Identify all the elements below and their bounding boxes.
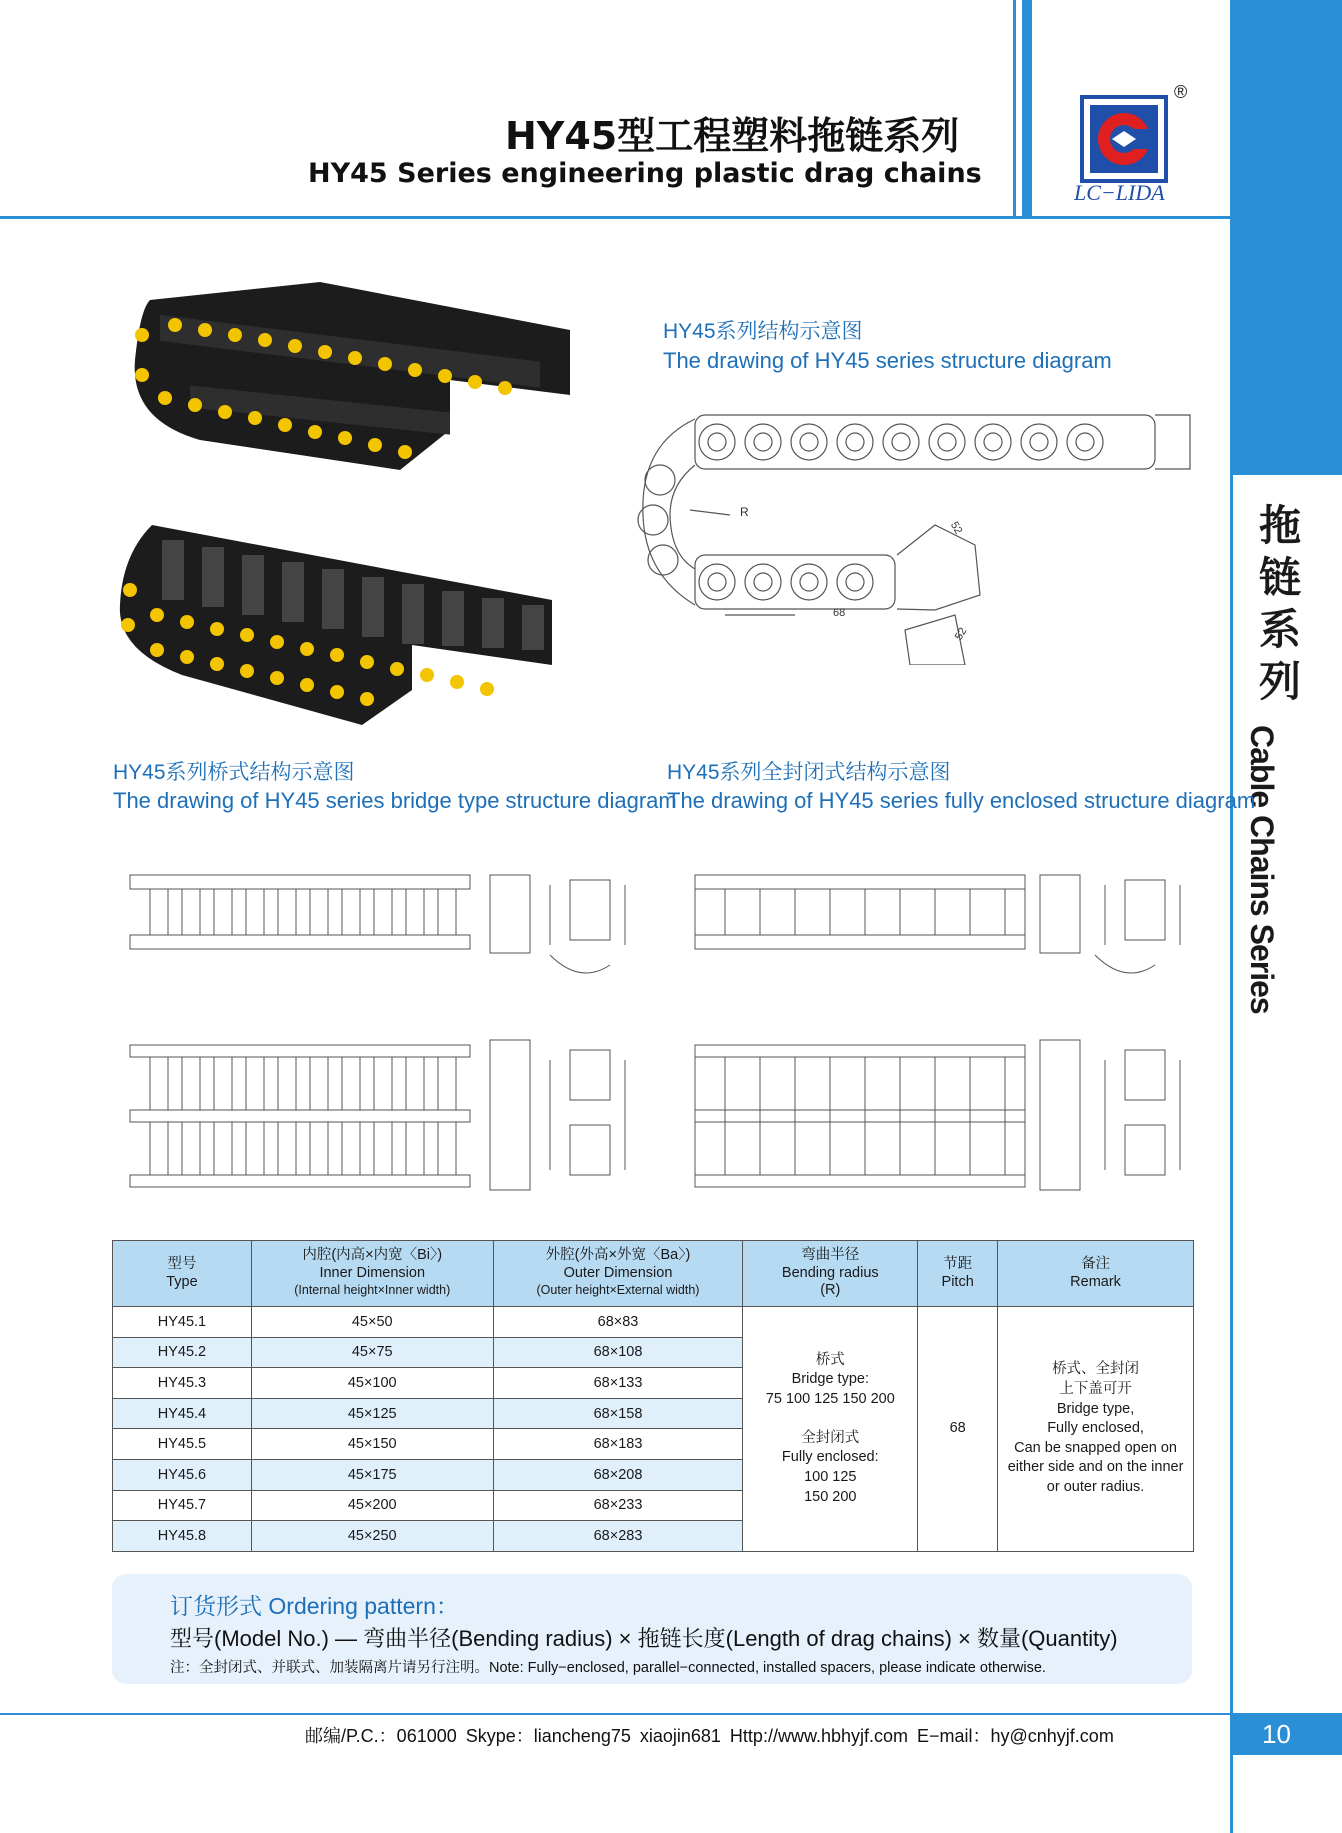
footer-rule bbox=[0, 1713, 1232, 1715]
outer-cell: 68×133 bbox=[493, 1368, 743, 1399]
type-cell: HY45.1 bbox=[113, 1307, 252, 1338]
pitch-label: 68 bbox=[833, 607, 846, 619]
type-cell: HY45.8 bbox=[113, 1521, 252, 1552]
caption-enclosed-cn: HY45系列全封闭式结构示意图 bbox=[667, 761, 951, 784]
inner-cell: 45×125 bbox=[251, 1398, 493, 1429]
caption-enclosed-en: The drawing of HY45 series fully enclosed structure diagram bbox=[667, 788, 1256, 813]
ordering-pattern: 型号(Model No.) — 弯曲半径(Bending radius) × 拖链长度(Length of drag chains) × 数量(Quantity) bbox=[170, 1626, 1118, 1651]
header-radius: 弯曲半径 Bending radius (R) bbox=[743, 1241, 918, 1307]
logo-text: LC−LIDA bbox=[1074, 180, 1165, 205]
caption-structure-cn: HY45系列结构示意图 bbox=[663, 320, 863, 343]
type-cell: HY45.6 bbox=[113, 1459, 252, 1490]
side-title-cn: 拖链系列 bbox=[1258, 501, 1301, 706]
inner-cell: 45×150 bbox=[251, 1429, 493, 1460]
drag-chain-photo-bottom bbox=[112, 505, 562, 730]
lc-lida-logo-icon bbox=[1080, 95, 1168, 183]
page-number: 10 bbox=[1230, 1713, 1342, 1755]
inner-cell: 45×200 bbox=[251, 1490, 493, 1521]
outer-cell: 68×83 bbox=[493, 1307, 743, 1338]
outer-cell: 68×158 bbox=[493, 1398, 743, 1429]
header-pitch: 节距 Pitch bbox=[918, 1241, 998, 1307]
side-title-en: Cable Chains Series bbox=[1244, 725, 1280, 1014]
header-remark: 备注 Remark bbox=[998, 1241, 1194, 1307]
header-outer: 外腔(外高×外宽〈Ba〉) Outer Dimension (Outer height×External width) bbox=[493, 1241, 743, 1307]
drag-chain-photo-top bbox=[120, 270, 580, 480]
inner-cell: 45×75 bbox=[251, 1337, 493, 1368]
outer-cell: 68×108 bbox=[493, 1337, 743, 1368]
registered-mark: ® bbox=[1174, 82, 1188, 102]
side-bar-top bbox=[1230, 0, 1342, 475]
type-cell: HY45.4 bbox=[113, 1398, 252, 1429]
radius-cell: 桥式 Bridge type: 75 100 125 150 200 全封闭式 Fully enclosed: 100 125 150 200 bbox=[743, 1307, 918, 1552]
bridge-type-drawings bbox=[110, 855, 640, 1215]
outer-cell: 68×283 bbox=[493, 1521, 743, 1552]
spec-table bbox=[112, 1240, 1194, 1552]
header-inner: 内腔(内高×内宽〈Bi〉) Inner Dimension (Internal height×Inner width) bbox=[251, 1241, 493, 1307]
pitch-cell: 68 bbox=[918, 1307, 998, 1552]
inner-cell: 45×100 bbox=[251, 1368, 493, 1399]
header-divider bbox=[1013, 0, 1016, 218]
outer-cell: 68×233 bbox=[493, 1490, 743, 1521]
type-cell: HY45.2 bbox=[113, 1337, 252, 1368]
side-bar-bottom bbox=[1230, 1755, 1233, 1833]
radius-label: R bbox=[740, 505, 749, 519]
inner-cell: 45×250 bbox=[251, 1521, 493, 1552]
ordering-title: 订货形式 Ordering pattern： bbox=[170, 1593, 459, 1619]
header-accent-bar bbox=[1022, 0, 1032, 218]
header-type: 型号 Type bbox=[113, 1241, 252, 1307]
structure-diagram bbox=[635, 405, 1195, 665]
outer-cell: 68×183 bbox=[493, 1429, 743, 1460]
angle-label-top: 52 bbox=[947, 519, 965, 537]
caption-structure-en: The drawing of HY45 series structure diagram bbox=[663, 348, 1112, 373]
inner-cell: 45×175 bbox=[251, 1459, 493, 1490]
type-cell: HY45.3 bbox=[113, 1368, 252, 1399]
page-title-en: HY45 Series engineering plastic drag chains bbox=[308, 158, 982, 189]
page-title-cn: HY45型工程塑料拖链系列 bbox=[505, 114, 960, 158]
header-rule bbox=[0, 216, 1232, 219]
ordering-note: 注：全封闭式、并联式、加装隔离片请另行注明。Note: Fully−enclosed, parallel−connected, installed spacers, please indicate otherwise. bbox=[170, 1660, 1046, 1676]
type-cell: HY45.5 bbox=[113, 1429, 252, 1460]
type-cell: HY45.7 bbox=[113, 1490, 252, 1521]
caption-bridge-cn: HY45系列桥式结构示意图 bbox=[113, 761, 355, 784]
remark-cell: 桥式、全封闭 上下盖可开 Bridge type, Fully enclosed, Can be snapped open on either side and on the inner or outer radius. bbox=[998, 1307, 1194, 1552]
caption-bridge-en: The drawing of HY45 series bridge type structure diagram bbox=[113, 788, 677, 813]
outer-cell: 68×208 bbox=[493, 1459, 743, 1490]
enclosed-type-drawings bbox=[665, 855, 1205, 1215]
table-header-row bbox=[113, 1241, 1194, 1307]
ordering-pattern-box bbox=[112, 1574, 1192, 1684]
angle-label-bottom: 52 bbox=[952, 625, 970, 643]
inner-cell: 45×50 bbox=[251, 1307, 493, 1338]
table-row bbox=[113, 1307, 1194, 1338]
footer-contact: 邮编/P.C.：061000 Skype：liancheng75 xiaojin681 Http://www.hbhyjf.com E−mail：hy@cnhyjf.com bbox=[305, 1726, 1114, 1746]
